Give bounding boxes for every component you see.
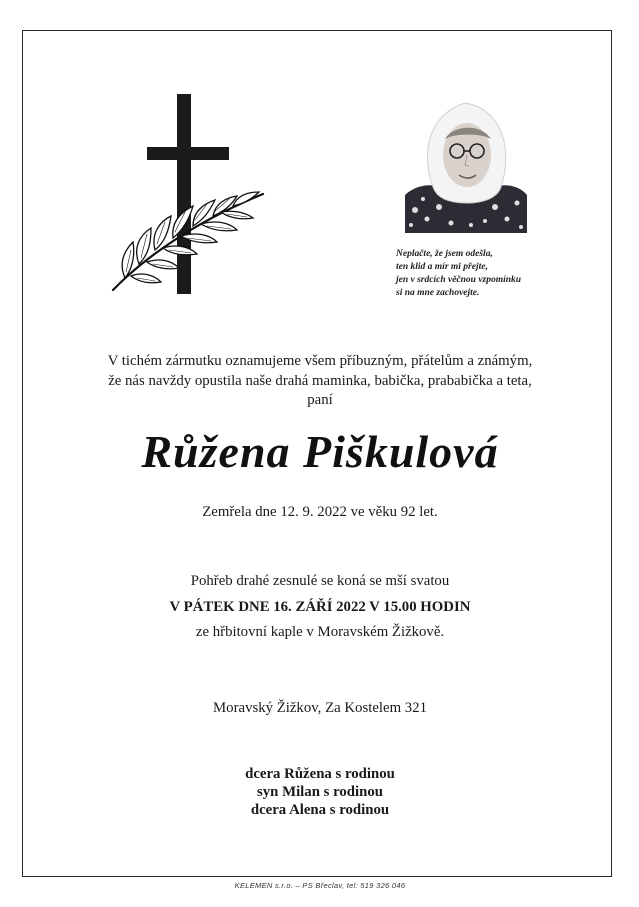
verse-quote (396, 248, 596, 300)
mourner: dcera Alena s rodinou (250, 802, 390, 818)
cross-with-palm-icon (105, 92, 270, 302)
funeral-intro: Pohřeb drahé zesnulé se koná se mší svatou (190, 573, 450, 589)
portrait-photo (405, 95, 527, 233)
mourners-list (40, 765, 600, 819)
funeral-date-time: V PÁTEK DNE 16. ZÁŘÍ 2022 V 15.00 HODIN (169, 599, 471, 615)
intro-line: paní (307, 392, 333, 408)
mourner: dcera Růžena s rodinou (245, 766, 395, 782)
printer-footer: KELEMEN s.r.o. – PS Břeclav, tel: 519 326 046 (234, 881, 406, 890)
verse-line: si na mne zachovejte. (396, 288, 480, 298)
mourner: syn Milan s rodinou (257, 784, 383, 800)
verse-line: Neplačte, že jsem odešla, (396, 249, 493, 259)
intro-line: V tichém zármutku oznamujeme všem příbuzným, přátelům a známým, (107, 353, 533, 369)
announcement-intro (40, 352, 600, 411)
deceased-name: Růžena Piškulová (141, 426, 499, 477)
verse-line: jen v srdcích věčnou vzpomínku (396, 275, 522, 285)
family-address: Moravský Žižkov, Za Kostelem 321 (213, 700, 427, 716)
intro-line: že nás navždy opustila naše drahá maminka, babička, prababička a teta, (108, 372, 532, 389)
funeral-place: ze hřbitovní kaple v Moravském Žižkově. (195, 624, 445, 640)
death-notice: Zemřela dne 12. 9. 2022 ve věku 92 let. (202, 504, 438, 520)
verse-line: ten klid a mír mi přejte, (396, 262, 488, 272)
